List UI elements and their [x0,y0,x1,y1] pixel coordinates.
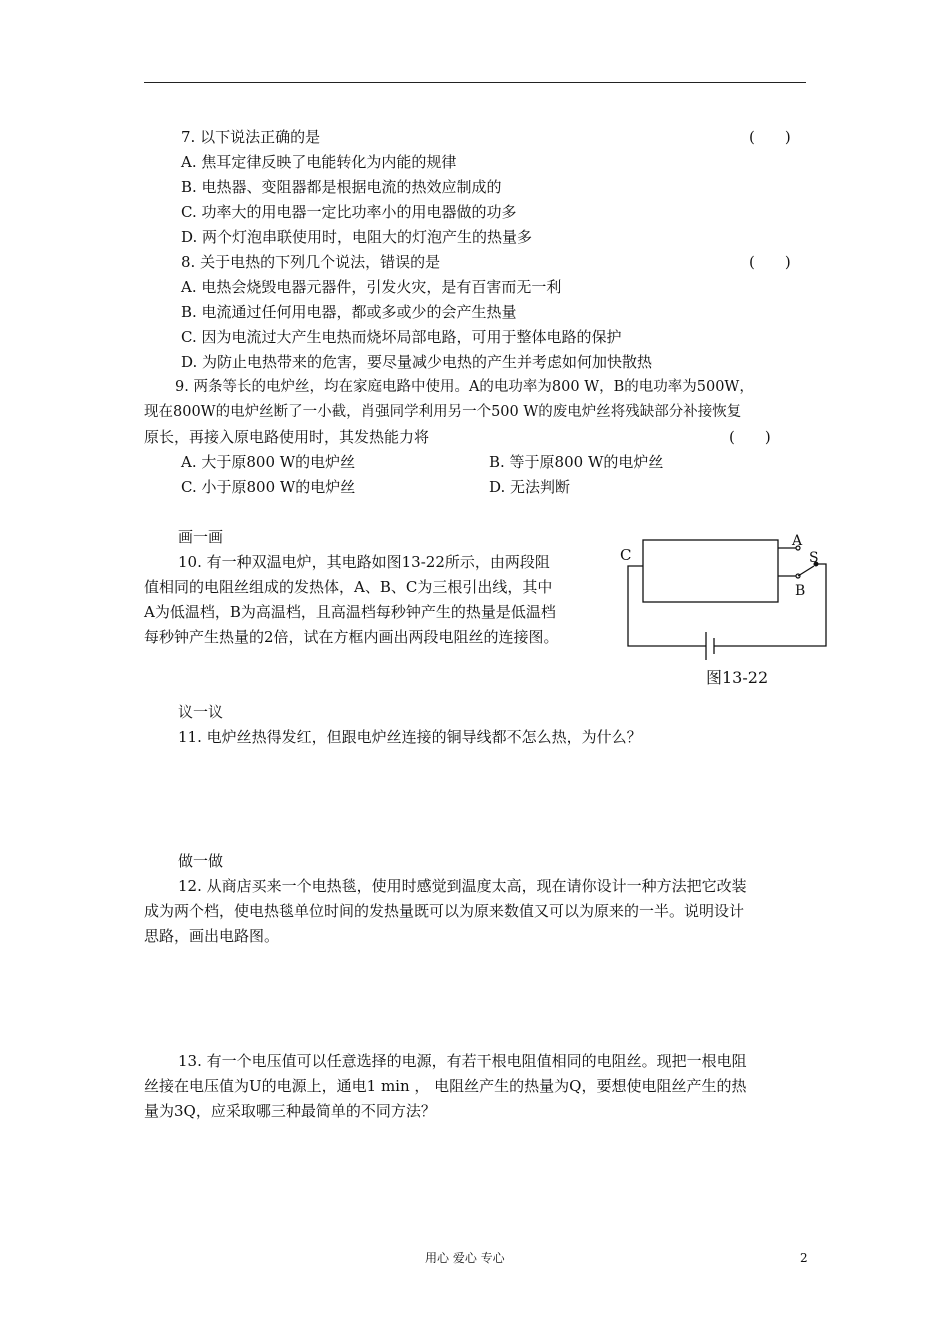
q13-line-3: 量为3Q，应采取哪三种最简单的不同方法？ [144,1102,436,1120]
q8-answer-bracket: ( ) [749,253,791,271]
q7-answer-bracket: ( ) [749,128,791,146]
footer-motto: 用心 爱心 专心 [425,1251,505,1265]
q7-stem: 7. 以下说法正确的是 [181,128,321,146]
q9-answer-bracket: ( ) [729,428,771,446]
q9-option-a: A. 大于原800 W的电炉丝 [181,453,356,471]
q7-option-a: A. 焦耳定律反映了电能转化为内能的规律 [181,153,457,171]
q7-option-d: D. 两个灯泡串联使用时，电阻大的灯泡产生的热量多 [181,228,533,246]
q8-stem: 8. 关于电热的下列几个说法，错误的是 [181,253,441,271]
q9-option-d: D. 无法判断 [489,478,571,496]
label-a: A [792,533,803,549]
q8-option-c: C. 因为电流过大产生电热而烧坏局部电路，可用于整体电路的保护 [181,328,622,346]
q8-option-d: D. 为防止电热带来的危害，要尽量减少电热的产生并考虑如何加快散热 [181,353,653,371]
label-s: S [809,550,819,566]
q10-line-3: A为低温档，B为高温档，且高温档每秒钟产生的热量是低温档 [144,603,556,621]
q13-line-1: 13. 有一个电压值可以任意选择的电源，有若干根电阻值相同的电阻丝。现把一根电阻 [178,1052,747,1070]
label-c: C [620,546,632,564]
q7-option-b: B. 电热器、变阻器都是根据电流的热效应制成的 [181,178,502,196]
left-wire [628,566,706,646]
right-wire [714,564,826,646]
header-rule [144,82,806,83]
q9-line-2: 现在800W的电炉丝断了一小截，肖强同学利用另一个500 W的废电炉丝将残缺部分补接恢复 [144,404,742,420]
q12-line-3: 思路，画出电路图。 [144,927,280,945]
q10-line-2: 值相同的电阻丝组成的发热体，A、B、C为三根引出线，其中 [144,578,553,596]
q12-line-1: 12. 从商店买来一个电热毯，使用时感觉到温度太高，现在请你设计一种方法把它改装 [178,877,747,895]
q7-option-c: C. 功率大的用电器一定比功率小的用电器做的功多 [181,203,517,221]
q9-line-1: 9. 两条等长的电炉丝，均在家庭电路中使用。A的电功率为800 W，B的电功率为500W， [175,379,754,395]
q10-line-1: 10. 有一种双温电炉，其电路如图13-22所示，由两段阻 [178,553,550,571]
circuit-diagram-figure [608,526,838,696]
q10-line-4: 每秒钟产生热量的2倍，试在方框内画出两段电阻丝的连接图。 [144,628,559,646]
q13-line-2: 丝接在电压值为U的电源上，通电1 min ， 电阻丝产生的热量为Q，要想使电阻丝产生的热 [144,1077,747,1095]
label-b: B [795,583,806,599]
section-heading-discuss: 议一议 [178,703,224,721]
q8-option-a: A. 电热会烧毁电器元器件，引发火灾，是有百害而无一利 [181,278,562,296]
q11-line: 11. 电炉丝热得发红，但跟电炉丝连接的铜导线都不怎么热，为什么？ [178,728,642,746]
section-heading-do: 做一做 [178,852,224,870]
switch-blade [798,566,814,576]
q9-line-3: 原长，再接入原电路使用时，其发热能力将 [144,428,430,446]
page-number: 2 [800,1251,808,1265]
q9-option-c: C. 小于原800 W的电炉丝 [181,478,356,496]
q9-option-b: B. 等于原800 W的电炉丝 [489,453,664,471]
drawing-box [643,540,778,602]
q12-line-2: 成为两个档，使电热毯单位时间的发热量既可以为原来数值又可以为原来的一半。说明设计 [144,902,745,920]
q8-option-b: B. 电流通过任何用电器，都或多或少的会产生热量 [181,303,517,321]
figure-caption: 图13-22 [706,668,769,687]
section-heading-draw: 画一画 [178,528,224,546]
